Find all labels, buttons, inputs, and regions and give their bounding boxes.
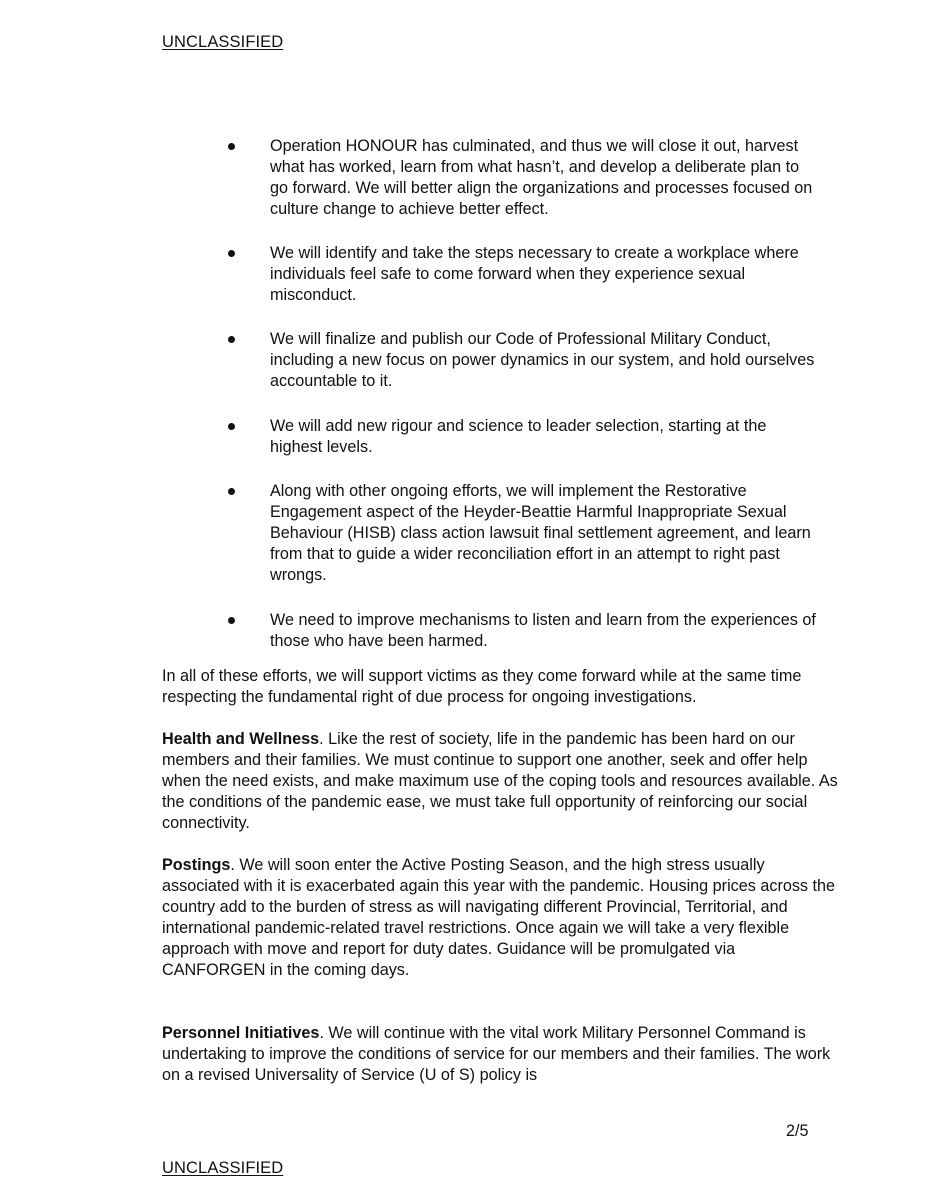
postings-heading: Postings [162, 856, 231, 874]
postings-text: . We will soon enter the Active Posting Season, and the high stress usually associated with it is exacerbated again this year with the pandemic. Housing prices across the country add to the burden of stress as will navigating different Provincial, Territorial, and international pandemic-related travel restrictions. Once again we will take a very flexible approach with move and report for duty dates. Guidance will be promulgated via CANFORGEN in the coming days. [162, 856, 836, 979]
bullet-item [226, 481, 816, 586]
personnel-initiatives-heading: Personnel Initiatives [162, 1024, 320, 1042]
bullet-text: We will finalize and publish our Code of Professional Military Conduct, including a new focus on power dynamics in our system, and hold ourselves accountable to it. [270, 330, 815, 390]
bullet-text: Operation HONOUR has culminated, and thus we will close it out, harvest what has worked, learn from what hasn’t, and develop a deliberate plan to go forward. We will better align the organizations and processes focused on culture change to achieve better effect. [270, 137, 813, 218]
bullet-dot-icon [228, 423, 235, 430]
health-wellness-text: . Like the rest of society, life in the pandemic has been hard on our members and their families. We must continue to support one another, seek and offer help when the need exists, and make maximum use of the coping tools and resources available. As the conditions of the pandemic ease, we must take full opportunity of reinforcing our social connectivity. [162, 730, 838, 832]
bullet-item [226, 243, 816, 306]
efforts-paragraph: In all of these efforts, we will support victims as they come forward while at the same time respecting the fundamental right of due process for ongoing investigations. [162, 667, 802, 706]
classification-header: UNCLASSIFIED [162, 33, 284, 51]
personnel-initiatives-text: . We will continue with the vital work Military Personnel Command is undertaking to improve the conditions of service for our members and their families. The work on a revised Universality of Service (U of S) policy is [162, 1024, 831, 1084]
health-wellness-heading: Health and Wellness [162, 730, 320, 748]
bullet-dot-icon [228, 617, 235, 624]
personnel-initiatives-paragraph [162, 1023, 842, 1086]
bullet-dot-icon [228, 250, 235, 257]
bullet-dot-icon [228, 488, 235, 495]
bullet-text: We need to improve mechanisms to listen and learn from the experiences of those who have been harmed. [270, 611, 816, 650]
bullet-item [226, 329, 816, 392]
postings-paragraph [162, 855, 842, 981]
bullet-text: We will identify and take the steps necessary to create a workplace where individuals feel safe to come forward when they experience sexual misconduct. [270, 244, 799, 304]
bullet-dot-icon [228, 143, 235, 150]
bullet-list [226, 136, 816, 674]
bullet-item [226, 416, 816, 458]
bullet-item [226, 610, 816, 652]
bullet-item [226, 136, 816, 220]
bullet-text: We will add new rigour and science to leader selection, starting at the highest levels. [270, 417, 767, 456]
page-number: 2/5 [786, 1122, 809, 1140]
classification-footer: UNCLASSIFIED [162, 1159, 284, 1177]
health-wellness-paragraph [162, 729, 842, 834]
bullet-text: Along with other ongoing efforts, we will implement the Restorative Engagement aspect of the Heyder-Beattie Harmful Inappropriate Sexual Behaviour (HISB) class action lawsuit final settlement agreement, and learn from that to guide a wider reconciliation effort in an attempt to right past wrongs. [270, 482, 811, 584]
bullet-dot-icon [228, 336, 235, 343]
